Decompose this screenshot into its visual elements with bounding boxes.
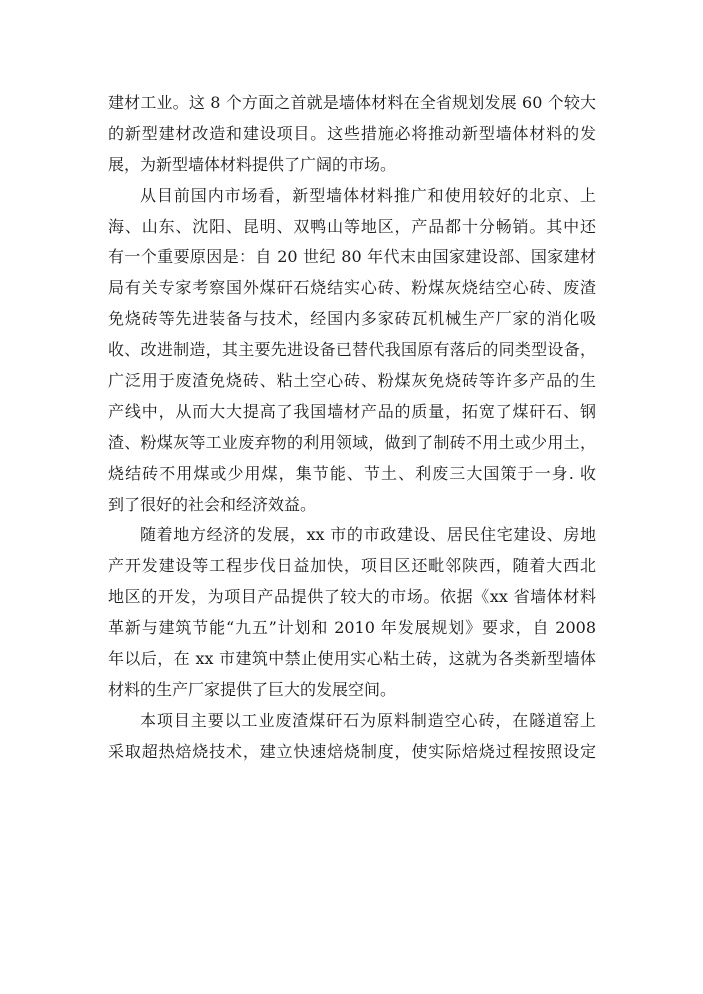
text-line: 地区的开发，为项目产品提供了较大的市场。依据《xx 省墙体材料 — [108, 587, 596, 607]
paragraph-first-line: 本项目主要以工业废渣煤矸石为原料制造空心砖，在隧道窑上 — [140, 710, 596, 730]
text-line: 免烧砖等先进装备与技术，经国内多家砖瓦机械生产厂家的消化吸 — [108, 309, 596, 329]
text-line: 有一个重要原因是：自 20 世纪 80 年代末由国家建设部、国家建材 — [108, 247, 596, 267]
body-text — [108, 88, 596, 768]
text-line: 革新与建筑节能“九五”计划和 2010 年发展规划》要求，自 2008 — [108, 618, 596, 638]
text-line: 渣、粉煤灰等工业废弃物的利用领域，做到了制砖不用土或少用土， — [108, 432, 596, 452]
text-line: 采取超热焙烧技术，建立快速焙烧制度，使实际焙烧过程按照设定 — [108, 741, 596, 761]
text-line: 局有关专家考察国外煤矸石烧结实心砖、粉煤灰烧结空心砖、废渣 — [108, 278, 596, 298]
text-line: 收、改进制造，其主要先进设备已替代我国原有落后的同类型设备， — [108, 340, 596, 360]
text-line: 产开发建设等工程步伐日益加快，项目区还毗邻陕西，随着大西北 — [108, 556, 596, 576]
paragraph-first-line: 随着地方经济的发展，xx 市的市政建设、居民住宅建设、房地 — [140, 525, 596, 545]
paragraph-first-line: 从目前国内市场看，新型墙体材料推广和使用较好的北京、上 — [140, 185, 596, 205]
text-line: 年以后，在 xx 市建筑中禁止使用实心粘土砖，这就为各类新型墙体 — [108, 649, 596, 669]
text-line: 烧结砖不用煤或少用煤，集节能、节土、利废三大国策于一身. 收 — [108, 463, 596, 483]
text-line: 广泛用于废渣免烧砖、粘土空心砖、粉煤灰免烧砖等许多产品的生 — [108, 371, 596, 391]
text-line: 建材工业。这 8 个方面之首就是墙体材料在全省规划发展 60 个较大 — [108, 93, 596, 112]
text-line: 海、山东、沈阳、昆明、双鸭山等地区，产品都十分畅销。其中还 — [108, 216, 596, 236]
text-line: 到了很好的社会和经济效益。 — [108, 494, 317, 514]
text-line: 展，为新型墙体材料提供了广阔的市场。 — [108, 154, 397, 174]
text-line: 产线中，从而大大提高了我国墙材产品的质量，拓宽了煤矸石、钢 — [108, 401, 596, 421]
text-line: 的新型建材改造和建设项目。这些措施必将推动新型墙体材料的发 — [108, 123, 596, 143]
text-line: 材料的生产厂家提供了巨大的发展空间。 — [108, 679, 397, 699]
